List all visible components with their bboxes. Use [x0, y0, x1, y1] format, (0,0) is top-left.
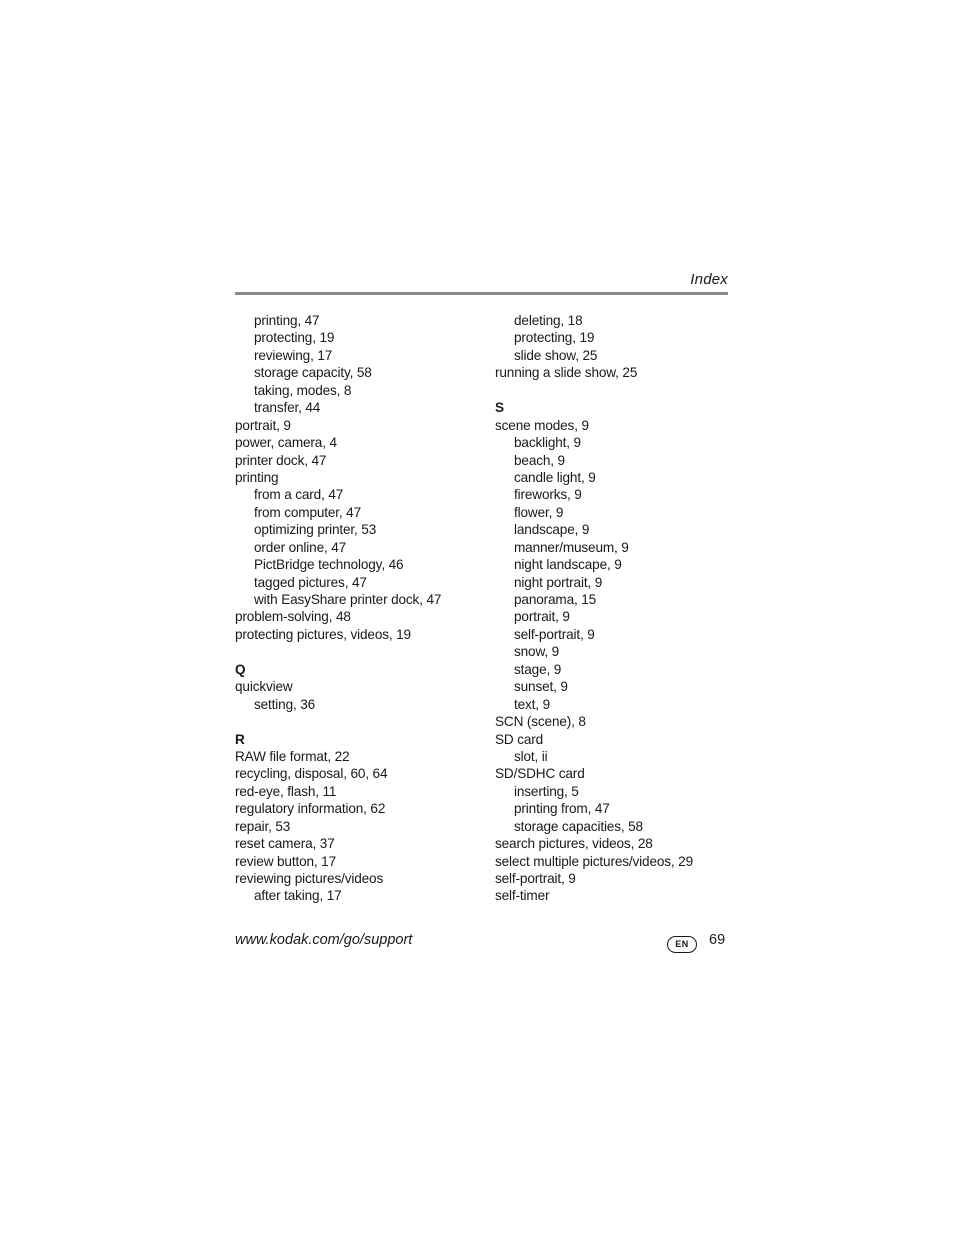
- index-subentry: inserting, 5: [514, 783, 579, 799]
- index-subentry: setting, 36: [254, 696, 316, 712]
- index-subentry: printing, 47: [254, 313, 320, 328]
- index-subentry: storage capacities, 58: [514, 818, 643, 834]
- index-subentry: panorama, 15: [514, 592, 597, 607]
- index-entry: regulatory information, 62: [235, 801, 386, 817]
- index-subentry: stage, 9: [514, 661, 562, 677]
- index-entry: printer dock, 47: [235, 452, 327, 468]
- index-subentry: printing from, 47: [514, 801, 610, 817]
- index-subentry: candle light, 9: [514, 469, 596, 485]
- index-subentry: snow, 9: [514, 644, 560, 660]
- index-entry: problem-solving, 48: [235, 609, 351, 625]
- index-entry: review button, 17: [235, 853, 336, 869]
- index-entry: RAW file format, 22: [235, 748, 350, 764]
- index-entry: printing: [235, 469, 279, 485]
- index-subentry: transfer, 44: [254, 400, 321, 416]
- index-entry: reset camera, 37: [235, 836, 335, 852]
- index-subentry: after taking, 17: [254, 888, 342, 904]
- index-entry: portrait, 9: [235, 417, 291, 433]
- index-subentry: tagged pictures, 47: [254, 574, 367, 590]
- page-header-title: Index: [690, 271, 728, 288]
- index-subentry: storage capacity, 58: [254, 365, 372, 381]
- index-subentry: portrait, 9: [514, 609, 570, 625]
- index-entry: SD/SDHC card: [495, 766, 585, 782]
- language-badge: EN: [667, 936, 697, 953]
- index-subentry: night portrait, 9: [514, 574, 603, 590]
- index-subentry: order online, 47: [254, 539, 347, 555]
- index-entry: running a slide show, 25: [495, 365, 638, 381]
- index-subentry: optimizing printer, 53: [254, 522, 377, 538]
- index-entry: reviewing pictures/videos: [235, 871, 384, 886]
- header-divider: [235, 292, 728, 295]
- index-entry: scene modes, 9: [495, 417, 589, 433]
- index-section-letter: R: [235, 731, 245, 747]
- index-entry: quickview: [235, 679, 293, 695]
- index-subentry: manner/museum, 9: [514, 539, 629, 555]
- index-subentry: sunset, 9: [514, 679, 568, 695]
- index-entry: select multiple pictures/videos, 29: [495, 853, 693, 869]
- index-subentry: night landscape, 9: [514, 557, 622, 573]
- index-subentry: deleting, 18: [514, 313, 583, 328]
- index-subentry: landscape, 9: [514, 522, 590, 538]
- page-number: 69: [709, 932, 726, 948]
- index-subentry: slide show, 25: [514, 347, 598, 363]
- index-subentry: protecting, 19: [514, 330, 595, 346]
- index-entry: protecting pictures, videos, 19: [235, 626, 411, 642]
- index-subentry: fireworks, 9: [514, 487, 582, 503]
- index-subentry: taking, modes, 8: [254, 382, 352, 398]
- index-column-right: [495, 312, 735, 905]
- index-entry: recycling, disposal, 60, 64: [235, 766, 388, 782]
- index-subentry: from a card, 47: [254, 487, 344, 503]
- index-entry: search pictures, videos, 28: [495, 836, 653, 852]
- index-section-letter: S: [495, 400, 504, 416]
- index-entry: SD card: [495, 731, 544, 747]
- index-subentry: flower, 9: [514, 504, 564, 520]
- index-subentry: PictBridge technology, 46: [254, 557, 404, 573]
- index-entry: repair, 53: [235, 818, 291, 834]
- index-subentry: beach, 9: [514, 452, 565, 468]
- index-subentry: from computer, 47: [254, 504, 362, 520]
- index-entry: power, camera, 4: [235, 435, 337, 451]
- index-entry: self-timer: [495, 888, 550, 904]
- index-entry: red-eye, flash, 11: [235, 783, 337, 799]
- index-section-letter: Q: [235, 661, 246, 677]
- index-subentry: with EasyShare printer dock, 47: [254, 592, 442, 607]
- index-subentry: protecting, 19: [254, 330, 335, 346]
- index-subentry: backlight, 9: [514, 435, 581, 451]
- index-subentry: slot, ii: [514, 748, 548, 764]
- index-subentry: reviewing, 17: [254, 347, 333, 363]
- index-entry: SCN (scene), 8: [495, 714, 586, 730]
- index-column-left: [235, 312, 485, 905]
- index-subentry: self-portrait, 9: [514, 626, 595, 642]
- index-subentry: text, 9: [514, 696, 550, 712]
- index-entry: self-portrait, 9: [495, 871, 576, 886]
- footer-support-url[interactable]: www.kodak.com/go/support: [235, 932, 413, 948]
